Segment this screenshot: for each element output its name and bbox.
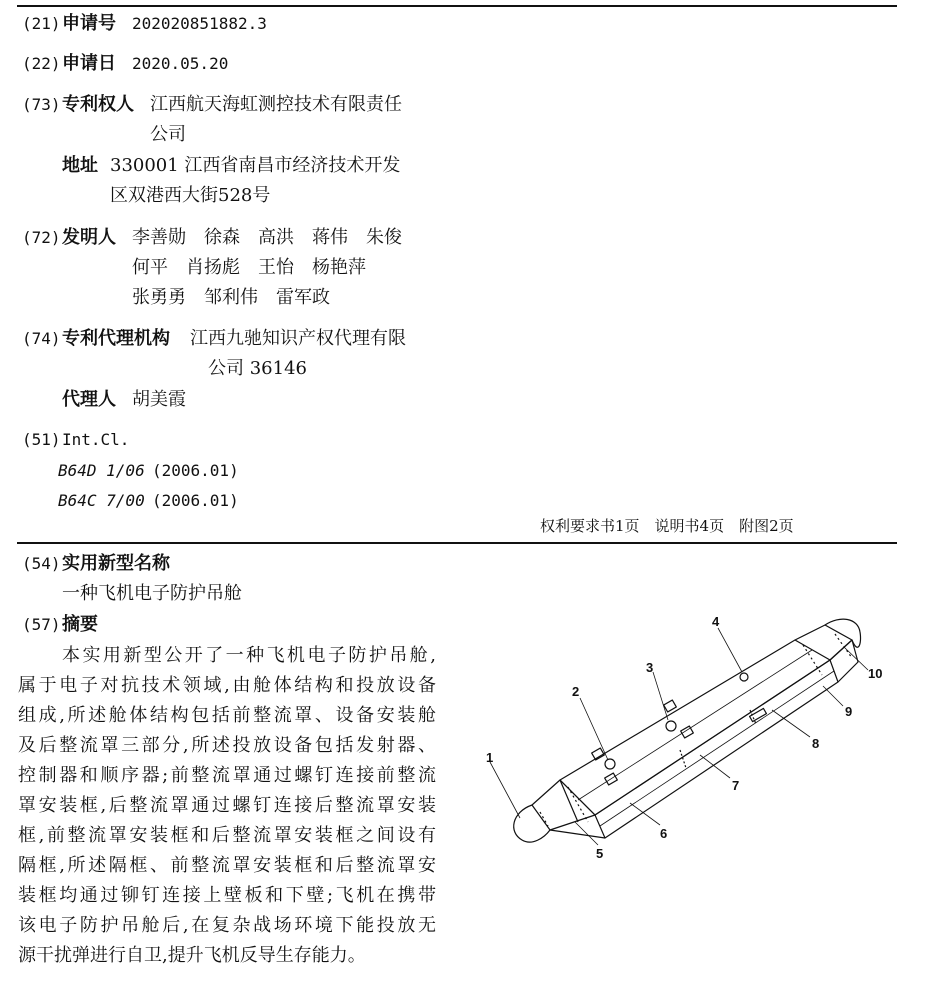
port: [666, 721, 676, 731]
hatch: [664, 700, 677, 712]
port: [605, 759, 615, 769]
front-nose-cone: [514, 805, 550, 842]
rear-fairing: [795, 625, 852, 660]
figure-label: 4: [712, 614, 720, 629]
agent-value: 胡美霞: [132, 389, 186, 410]
figure-label: 6: [660, 826, 668, 841]
inventor-label: 发明人: [62, 227, 116, 248]
figure-label: 1: [486, 750, 494, 765]
pod-upper-panel: [560, 640, 830, 815]
port: [740, 673, 748, 681]
patentee-label: 专利权人: [62, 94, 134, 115]
agent-label: 代理人: [62, 389, 116, 410]
agency-line1: 江西九驰知识产权代理有限: [190, 328, 406, 349]
inventors-line1: 李善勋 徐森 高洪 蒋伟 朱俊: [132, 227, 402, 248]
hatch: [592, 748, 605, 760]
abstract-label: 摘要: [62, 614, 98, 635]
address-line2: 区双港西大街528号: [110, 185, 271, 206]
pod-figure: [460, 600, 930, 870]
figure-label: 8: [812, 736, 820, 751]
inventors-line3: 张勇勇 邹利伟 雷军政: [132, 287, 330, 308]
title-code: (54): [22, 554, 61, 573]
figure-label: 2: [572, 684, 580, 699]
top-border: [17, 5, 897, 7]
hatch: [750, 708, 767, 721]
class1-year: (2006.01): [152, 461, 239, 480]
section-divider: [17, 542, 897, 544]
app-no-code: (21): [22, 14, 61, 33]
intcl-label: Int.Cl.: [62, 430, 130, 449]
agency-line2: 公司 36146: [208, 358, 307, 379]
figure-label: 7: [732, 778, 740, 793]
pages-info: 权利要求书1页 说明书4页 附图2页: [540, 517, 794, 535]
abstract-line: 该电子防护吊舱后,在复杂战场环境下能投放无: [18, 915, 436, 936]
app-date-code: (22): [22, 54, 61, 73]
class2-year: (2006.01): [152, 491, 239, 510]
abstract-line: 装框均通过铆钉连接上壁板和下壁;飞机在携带: [18, 885, 436, 906]
class1-code: B64D 1/06: [58, 461, 145, 480]
address-label: 地址: [62, 155, 98, 176]
abstract-line: 组成,所述舱体结构包括前整流罩、设备安装舱: [18, 705, 436, 726]
address-line1: 330001 江西省南昌市经济技术开发: [110, 155, 401, 176]
intcl-code: (51): [22, 430, 61, 449]
figure-label: 9: [845, 704, 853, 719]
abstract-line: 罩安装框,后整流罩通过螺钉连接后整流罩安装: [18, 795, 436, 816]
figure-label: 5: [596, 846, 604, 861]
hatch: [681, 726, 694, 738]
abstract-line: 控制器和顺序器;前整流罩通过螺钉连接前整流: [18, 765, 436, 786]
inventor-code: (72): [22, 228, 61, 247]
abstract-code: (57): [22, 615, 61, 634]
tail-cone: [825, 619, 861, 647]
abstract-line: 本实用新型公开了一种飞机电子防护吊舱,: [62, 645, 436, 666]
app-no-label: 申请号: [62, 13, 116, 34]
figure-label: 10: [868, 666, 883, 681]
app-date-label: 申请日: [62, 53, 116, 74]
agency-code: (74): [22, 329, 61, 348]
class2-code: B64C 7/00: [58, 491, 145, 510]
abstract-line: 框,前整流罩安装框和后整流罩安装框之间设有: [18, 825, 436, 846]
app-no-value: 202020851882.3: [132, 14, 267, 33]
figure-label: 3: [646, 660, 654, 675]
utility-model-title: 一种飞机电子防护吊舱: [62, 583, 242, 604]
abstract-line: 及后整流罩三部分,所述投放设备包括发射器、: [18, 735, 436, 756]
patentee-line1: 江西航天海虹测控技术有限责任: [150, 94, 402, 115]
agency-label: 专利代理机构: [62, 328, 170, 349]
abstract-line: 隔框,所述隔框、前整流罩安装框和后整流罩安: [18, 855, 436, 876]
patentee-code: (73): [22, 95, 61, 114]
app-date-value: 2020.05.20: [132, 54, 229, 73]
patentee-line2: 公司: [150, 124, 186, 145]
inventors-line2: 何平 肖扬彪 王怡 杨艳萍: [132, 257, 366, 278]
title-label: 实用新型名称: [62, 553, 170, 574]
abstract-line: 源干扰弹进行自卫,提升飞机反导生存能力。: [18, 945, 366, 966]
abstract-line: 属于电子对抗技术领域,由舱体结构和投放设备: [18, 675, 436, 696]
